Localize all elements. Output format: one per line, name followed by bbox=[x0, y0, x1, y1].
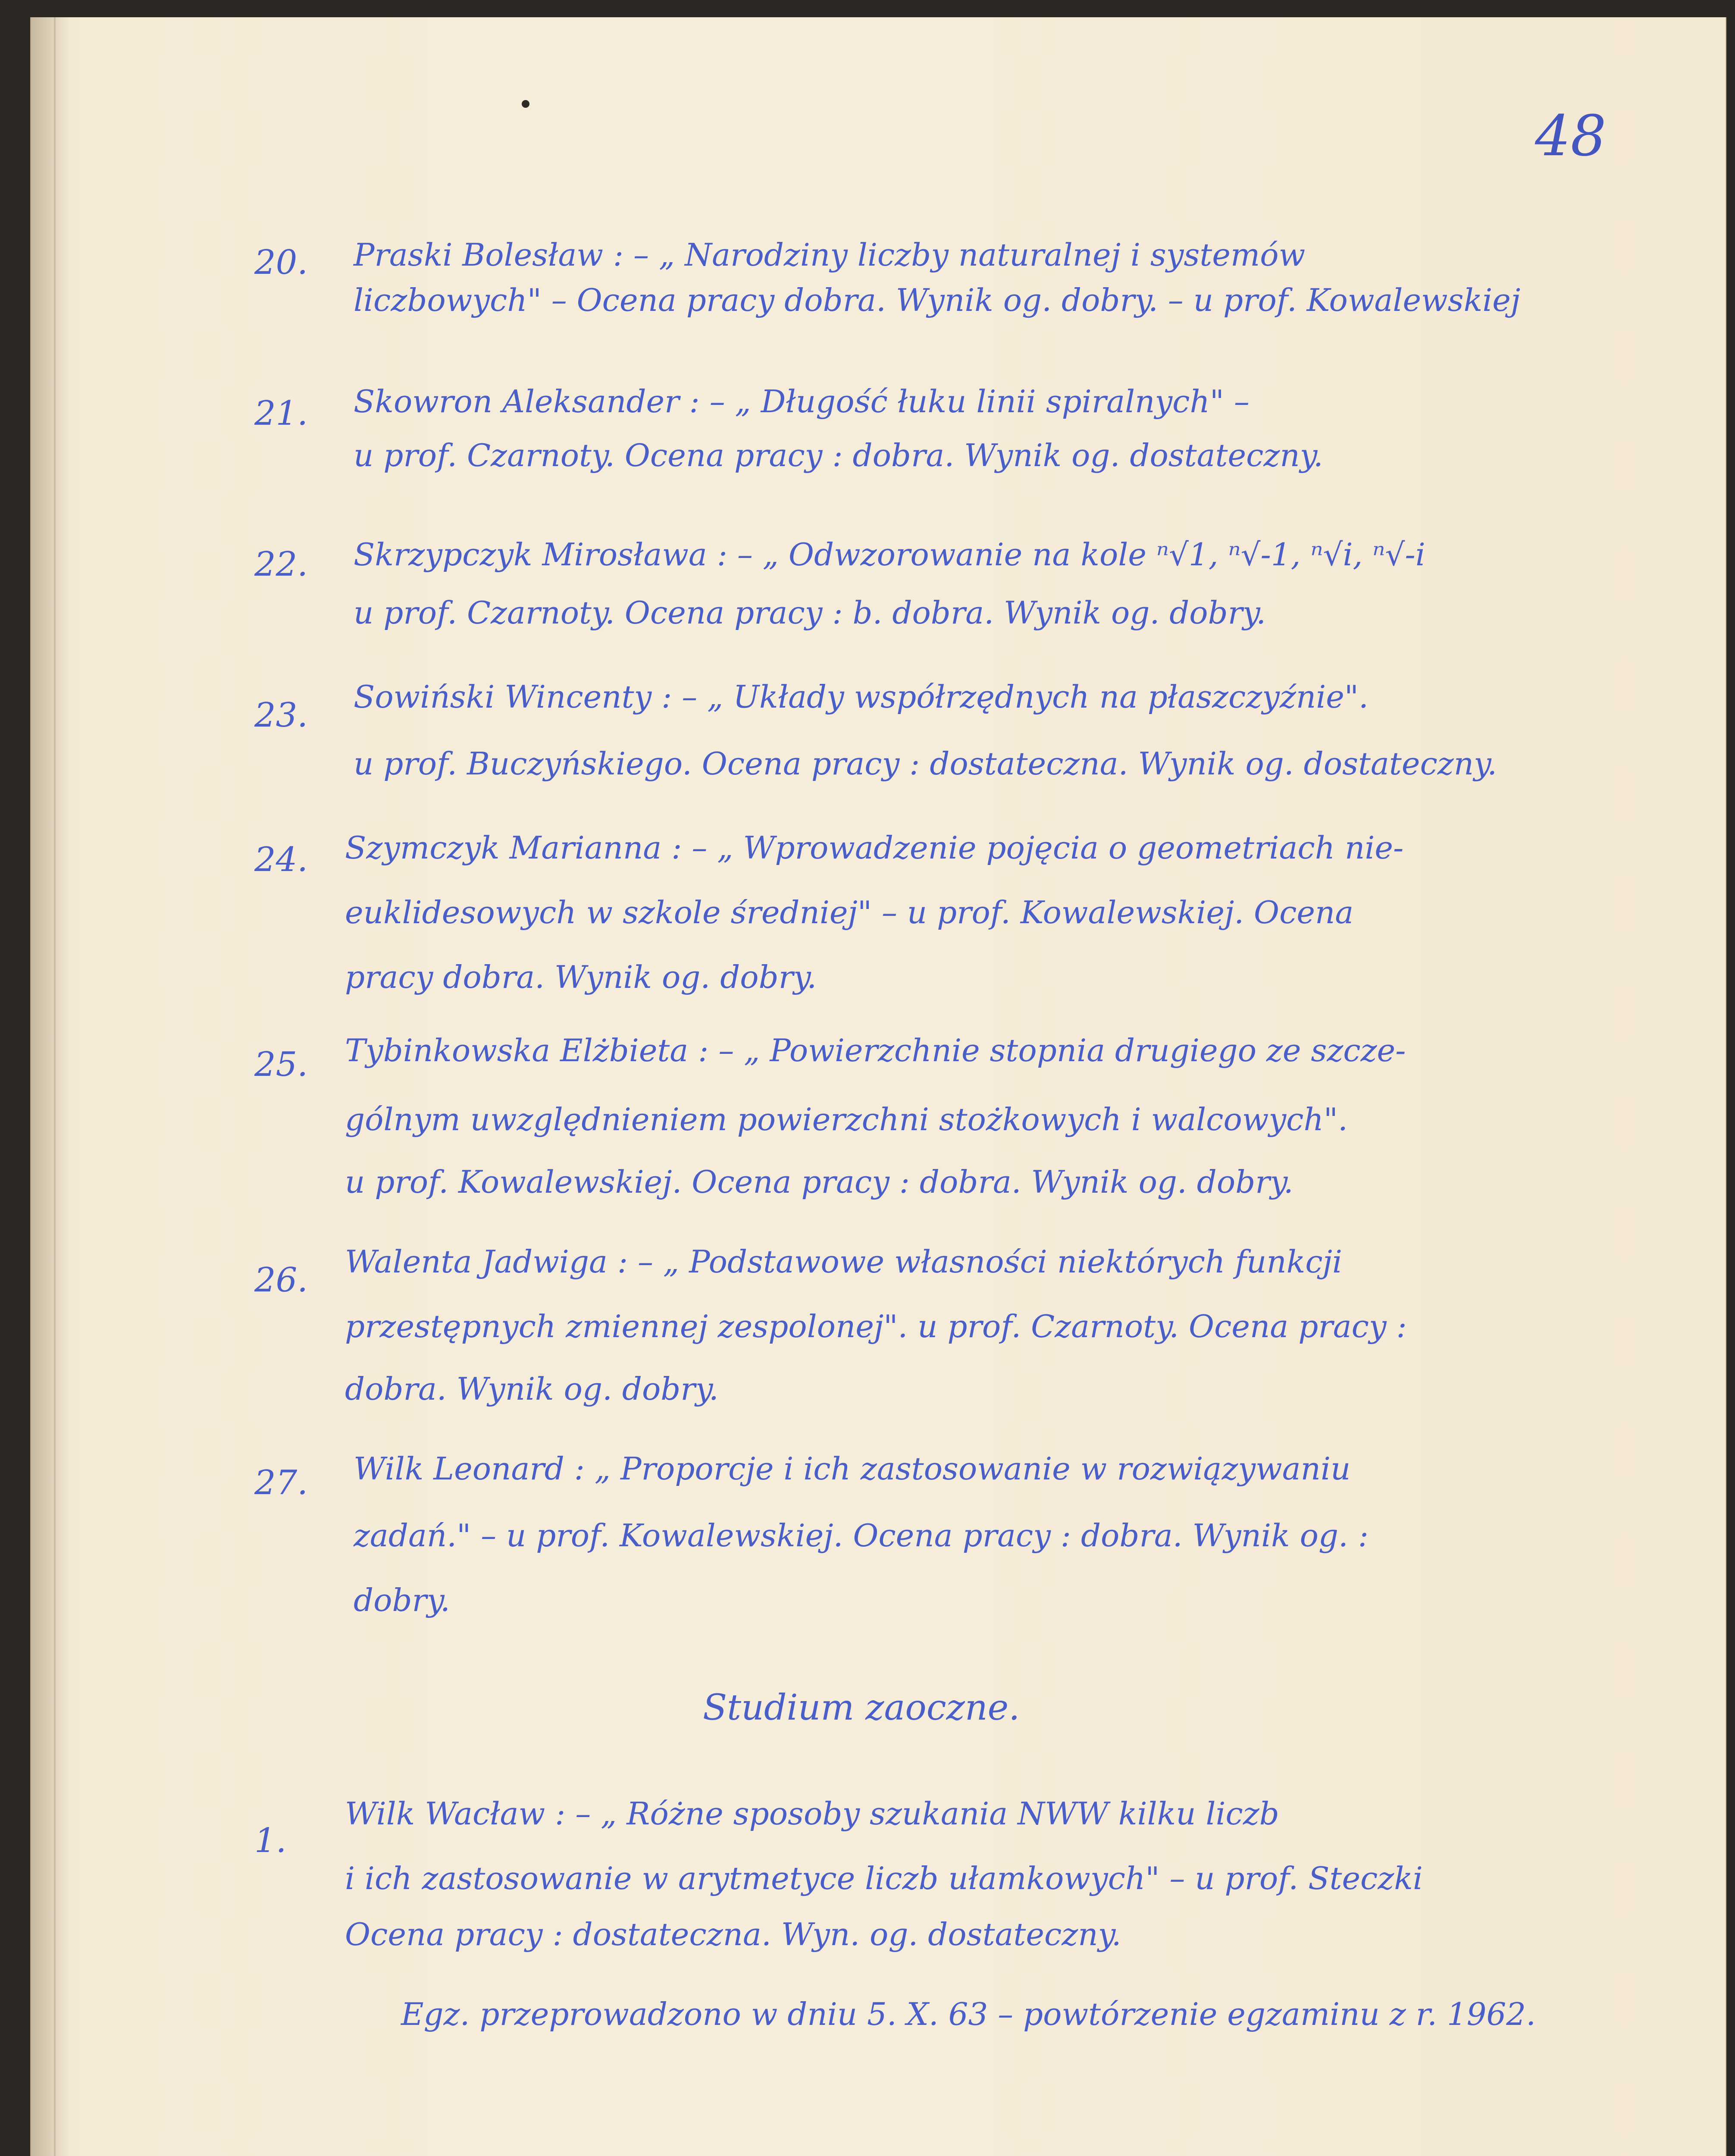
section-heading: Studium zaoczne. bbox=[703, 1687, 1020, 1728]
entry-line: zadań." – u prof. Kowalewskiej. Ocena pracy : dobra. Wynik og. : bbox=[354, 1517, 1369, 1554]
entry-line: i ich zastosowanie w arytmetyce liczb ułamkowych" – u prof. Steczki bbox=[345, 1860, 1423, 1896]
entry-number: 20. bbox=[254, 243, 308, 282]
entry-number: 24. bbox=[254, 840, 308, 879]
entry-line: Wilk Leonard : „ Proporcje i ich zastosowanie w rozwiązywaniu bbox=[354, 1451, 1351, 1487]
entry-line: Walenta Jadwiga : – „ Podstawowe własności niektórych funkcji bbox=[345, 1244, 1342, 1280]
entry-line: Praski Bolesław : – „ Narodziny liczby naturalnej i systemów bbox=[354, 237, 1306, 273]
page-number: 48 bbox=[1535, 103, 1607, 169]
entry-line: u prof. Kowalewskiej. Ocena pracy : dobra. Wynik og. dobry. bbox=[345, 1164, 1293, 1200]
binding-fold bbox=[54, 17, 56, 2156]
entry-line: dobra. Wynik og. dobry. bbox=[345, 1371, 719, 1407]
entry-number: 21. bbox=[254, 394, 308, 433]
entry-line: Sowiński Wincenty : – „ Układy współrzędnych na płaszczyźnie". bbox=[354, 679, 1369, 715]
entry-number: 1. bbox=[254, 1821, 287, 1860]
entry-number: 27. bbox=[254, 1463, 308, 1502]
entry-line: Tybinkowska Elżbieta : – „ Powierzchnie stopnia drugiego ze szcze- bbox=[345, 1032, 1406, 1069]
entry-line: u prof. Czarnoty. Ocena pracy : dobra. Wynik og. dostateczny. bbox=[354, 437, 1323, 473]
entry-line: u prof. Czarnoty. Ocena pracy : b. dobra. Wynik og. dobry. bbox=[354, 595, 1266, 631]
entry-line: Ocena pracy : dostateczna. Wyn. og. dostateczny. bbox=[345, 1916, 1121, 1952]
entry-number: 22. bbox=[254, 545, 308, 584]
exam-note: Egz. przeprowadzono w dniu 5. X. 63 – powtórzenie egzaminu z r. 1962. bbox=[401, 1996, 1536, 2032]
entry-line: dobry. bbox=[354, 1582, 450, 1618]
entry-line: pracy dobra. Wynik og. dobry. bbox=[345, 959, 817, 995]
entry-line: Szymczyk Marianna : – „ Wprowadzenie pojęcia o geometriach nie- bbox=[345, 830, 1404, 866]
entry-line: Skowron Aleksander : – „ Długość łuku linii spiralnych" – bbox=[354, 383, 1250, 420]
entry-line: przestępnych zmiennej zespolonej". u prof. Czarnoty. Ocena pracy : bbox=[345, 1308, 1407, 1344]
entry-line: Wilk Wacław : – „ Różne sposoby szukania NWW kilku liczb bbox=[345, 1796, 1279, 1832]
entry-line: euklidesowych w szkole średniej" – u prof. Kowalewskiej. Ocena bbox=[345, 894, 1354, 931]
ink-dot bbox=[522, 100, 529, 108]
entry-line: Skrzypczyk Mirosława : – „ Odwzorowanie na kole ⁿ√1, ⁿ√-1, ⁿ√i, ⁿ√-i bbox=[354, 536, 1425, 573]
entry-line: liczbowych" – Ocena pracy dobra. Wynik og. dobry. – u prof. Kowalewskiej bbox=[354, 282, 1521, 318]
entry-line: gólnym uwzględnieniem powierzchni stożkowych i walcowych". bbox=[345, 1101, 1348, 1138]
entry-number: 26. bbox=[254, 1261, 308, 1300]
entry-line: u prof. Buczyńskiego. Ocena pracy : dostateczna. Wynik og. dostateczny. bbox=[354, 746, 1497, 782]
entry-number: 25. bbox=[254, 1045, 308, 1084]
entry-number: 23. bbox=[254, 696, 308, 735]
